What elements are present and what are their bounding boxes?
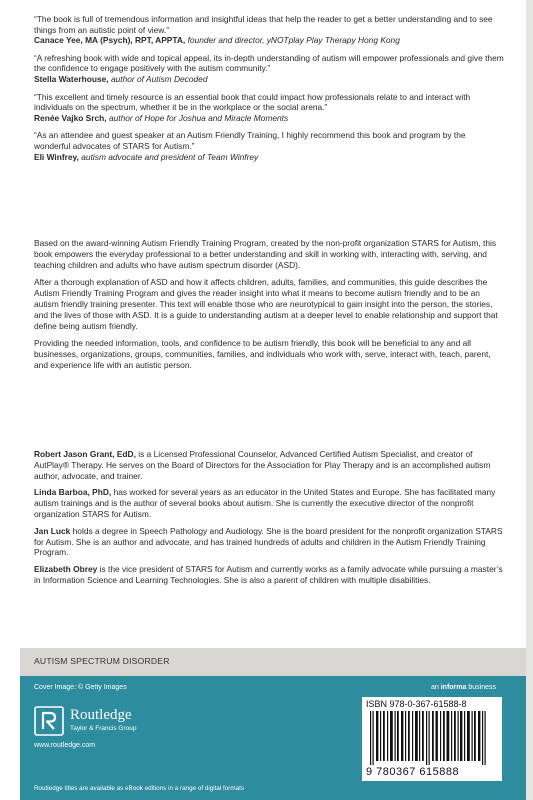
- barcode-icon: [366, 711, 494, 765]
- bio-text: has worked for several years as an educator in the United States and Europe. She has facilitated many autism trainings and is the author of several books about autism. She is currently the executive director of the nonprofit organization STARS for Autism.: [34, 487, 496, 519]
- quote-role: author of Hope for Joshua and Miracle Moments: [108, 112, 289, 123]
- quote-attribution: [34, 74, 504, 85]
- author-bios: [34, 449, 504, 592]
- quote-attribution: [34, 35, 504, 46]
- quote-author: Eli Winfrey,: [34, 151, 79, 162]
- publisher-footer: [20, 676, 526, 800]
- informa-prefix: an: [430, 684, 439, 691]
- informa-suffix: business: [468, 684, 496, 691]
- informa-brand: informa: [440, 684, 467, 691]
- quote-attribution: [34, 152, 504, 163]
- author-name: Robert Jason Grant, EdD,: [34, 449, 136, 459]
- description-paragraph: Based on the award-winning Autism Friendly Training Program, created by the non-profit organization STARS for Autism, this book empowers the everyday professional to a better understanding and skill in working with, interacting with, serving, and teaching children and adults who have autism spectrum disorder (ASD).: [34, 238, 497, 270]
- author-name: Linda Barboa, PhD,: [34, 487, 112, 498]
- description-paragraph: After a thorough explanation of ASD and how it affects children, adults, families, and communities, this guide describes the Autism Friendly Training Program and gives the reader insight into what it means to become autism friendly and to be an autism friendly training presenter. This text will enable those who are neurotypical to gain insight into the person, the stories, and the lives of those with ASD. It is a guide to understanding autism at a deeper level to enable relationship and support that define being autism friendly.: [34, 277, 498, 331]
- book-description: [34, 238, 504, 378]
- publisher-name: Routledge: [70, 707, 132, 723]
- subject-category-band: [20, 648, 526, 676]
- author-name: Jan Luck: [34, 525, 71, 536]
- informa-business-label: [431, 684, 496, 691]
- praise-section: [34, 14, 504, 169]
- bio-text: is a Licensed Professional Counselor, Advanced Certified Autism Specialist, and creator of AutPlay® Therapy. He serves on the Board of Directors for the Association for Play Therapy and is an accomplished autism author, advocate, and trainer.: [34, 449, 491, 481]
- cover-image-credit: Cover Image: © Getty Images: [34, 684, 127, 691]
- description-paragraph: Providing the needed information, tools, and confidence to be autism friendly, this book will be beneficial to any and all businesses, organizations, groups, communities, families, and individuals who work with, serve, interact with, teach, parent, and experience life with an autistic person.: [34, 338, 491, 370]
- quote-text: “As an attendee and guest speaker at an Autism Friendly Training, I highly recommend this book and program by the wonderful advocates of STARS for Autism.”: [34, 130, 466, 151]
- praise-quote: [34, 130, 504, 162]
- page-edge: [526, 0, 533, 800]
- praise-quote: [34, 92, 504, 124]
- author-bio: [34, 526, 504, 558]
- bio-text: is the vice president of STARS for Autism and currently works as a family advocate while pursuing a master’s in Information Science and Learning Technologies. She is also a parent of children with multiple disabilities.: [34, 564, 503, 585]
- barcode-digits: 9 780367 615888: [366, 766, 460, 778]
- quote-text: “The book is full of tremendous information and insightful ideas that help the reader to get a better understanding and to see things from an autistic point of view.”: [34, 14, 493, 35]
- quote-author: Stella Waterhouse,: [34, 73, 109, 84]
- quote-author: Canace Yee, MA (Psych), RPT, APPTA,: [34, 35, 186, 46]
- author-name: Elizabeth Obrey: [34, 564, 98, 575]
- author-bio: [34, 564, 504, 586]
- quote-role: autism advocate and president of Team Winfrey: [81, 151, 259, 162]
- praise-quote: [34, 53, 504, 85]
- author-bio: [34, 487, 504, 519]
- ebook-note: Routledge titles are available as eBook editions in a range of digital formats: [34, 785, 245, 792]
- routledge-logo-icon: [34, 706, 64, 736]
- isbn-label: ISBN 978-0-367-61588-8: [366, 699, 467, 709]
- publisher-group: Taylor & Francis Group: [70, 725, 137, 732]
- quote-role: author of Autism Decoded: [110, 73, 208, 84]
- quote-author: Renée Vajko Srch,: [34, 112, 107, 123]
- author-bio: [34, 449, 504, 481]
- isbn-barcode: [362, 697, 502, 781]
- bio-text: holds a degree in Speech Pathology and Audiology. She is the board president for the nonprofit organization STARS for Autism. She is an author and advocate, and has trained hundreds of adults and children in the Autism Friendly Training Program.: [34, 525, 503, 558]
- praise-quote: [34, 14, 504, 46]
- quote-role: founder and director, yNOTplay Play Therapy Hong Kong: [187, 35, 400, 46]
- publisher-url[interactable]: www.routledge.com: [34, 742, 96, 749]
- subject-label: AUTISM SPECTRUM DISORDER: [34, 656, 170, 666]
- quote-text: “A refreshing book with wide and topical appeal, its in-depth understanding of autism will empower professionals and give them the confidence to engage positively with the autism community.”: [34, 52, 504, 74]
- quote-text: “This excellent and timely resource is an essential book that could impact how professionals relate to and interact with individuals on the spectrum, whether it be in the workplace or the social arena.”: [34, 91, 471, 113]
- quote-attribution: [34, 113, 504, 124]
